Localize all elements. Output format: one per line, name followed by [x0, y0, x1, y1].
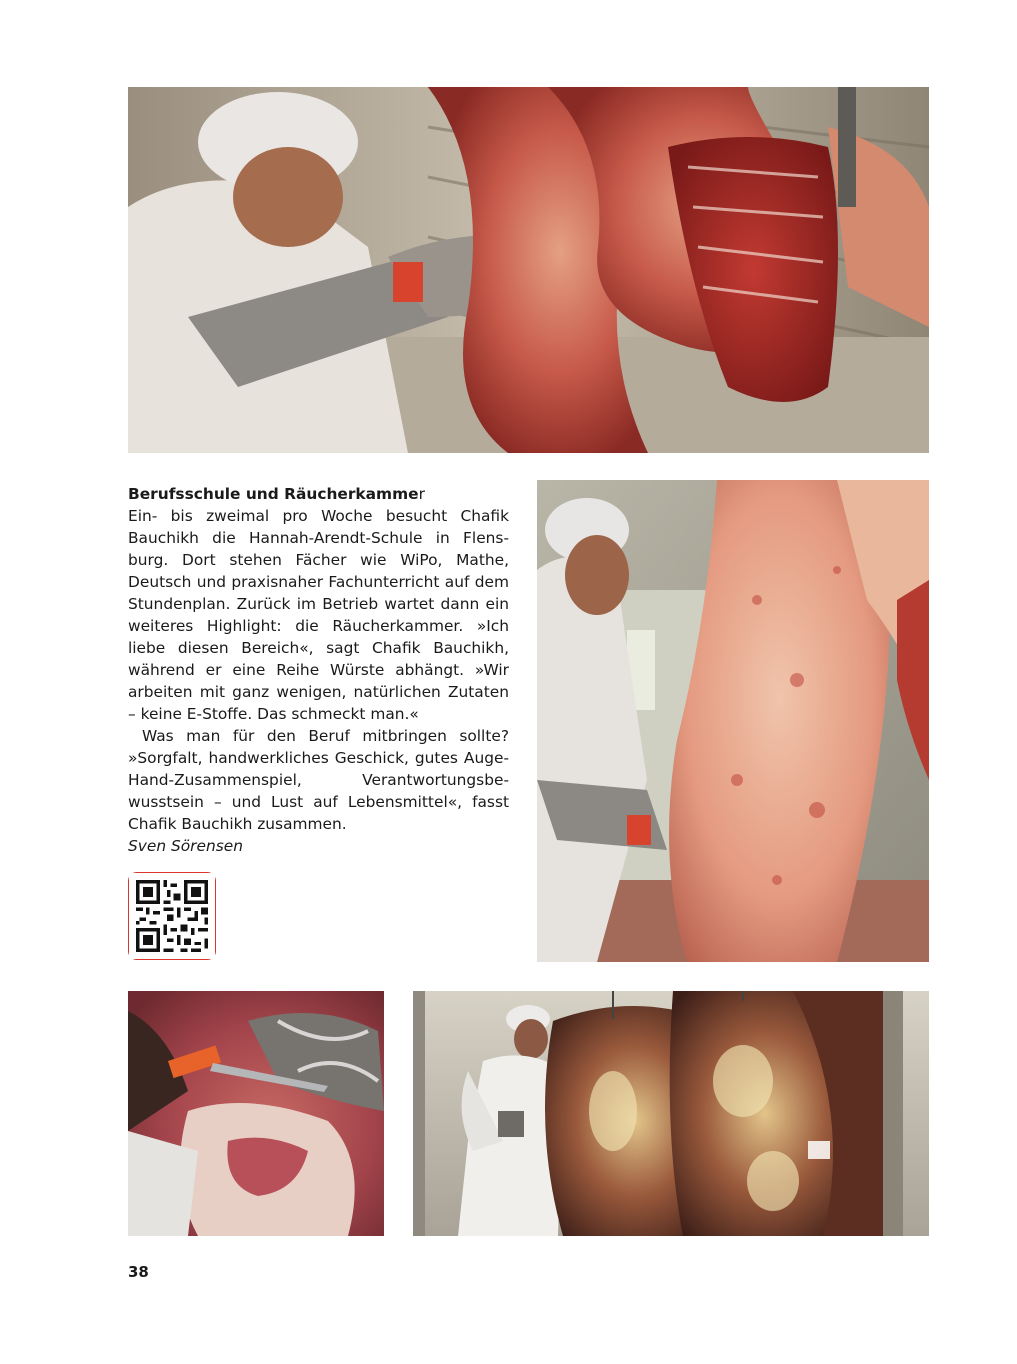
photo-cold-room-beef-carcasses: [413, 991, 929, 1236]
photo-knife-closeup: [128, 991, 384, 1236]
qr-code[interactable]: [128, 872, 216, 960]
page-number: 38: [128, 1263, 149, 1281]
article-heading-tail: r: [418, 485, 425, 503]
photo-butcher-cutting-carcass: [128, 87, 929, 453]
article-paragraph-1: Ein- bis zweimal pro Woche besucht Chafik Bauchikh die Hannah-Arendt-Schule in Flensburg. Dort stehen Fächer wie WiPo, Mathe, Deutsch und praxisnaher Fachunterricht auf dem Stundenplan. Zurück im Betrieb wartet dann ein weiteres Highlight: die Räucherkammer. »Ich liebe diesen Bereich«, sagt Chafik Bauchikh, während er eine Reihe Würste abhängt. »Wir arbeiten mit ganz wenigen, natürlichen Zutaten – keine E-Stoffe. Das schmeckt man.«: [128, 507, 509, 723]
article-heading-main: Berufsschule und Räucherkamme: [128, 485, 419, 503]
article-author: Sven Sörensen: [128, 837, 243, 855]
article-text-column: [128, 483, 509, 857]
qr-code-icon: [129, 873, 215, 959]
article-paragraph-2: Was man für den Beruf mitbringen sollte? »Sorgfalt, handwerkliches Geschick, gutes Auge-Hand-Zusammenspiel, Verantwortungsbewusstsein – und Lust auf Lebensmittel«, fasst Chafik Bauchikh zusammen.: [128, 727, 509, 833]
article-heading: [128, 483, 509, 505]
photo-worker-with-pig-half: [537, 480, 929, 962]
